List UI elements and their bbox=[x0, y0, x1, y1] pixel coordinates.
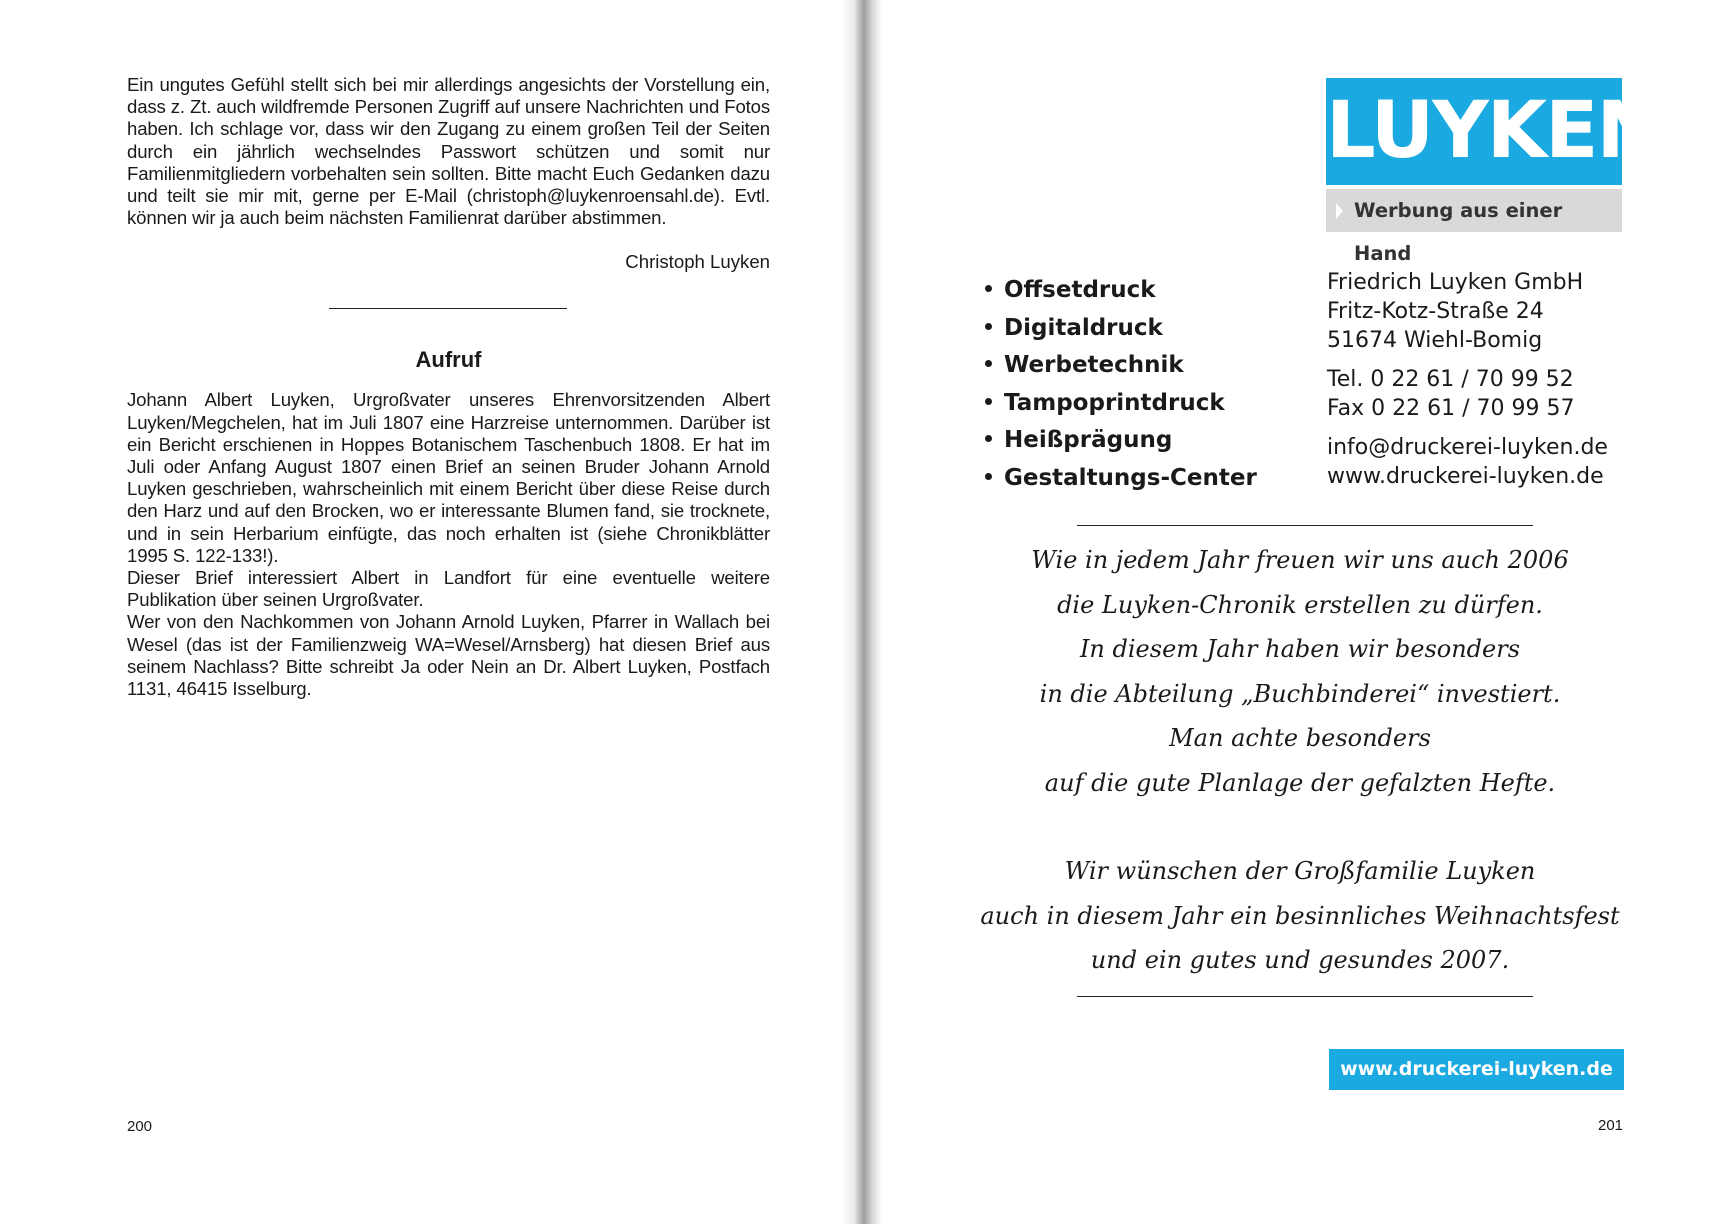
service-label: Werbetechnik bbox=[1004, 352, 1184, 379]
script-line: auf die gute Planlage der gefalzten Hefte. bbox=[1044, 768, 1556, 797]
triangle-arrow-icon bbox=[1336, 203, 1343, 219]
book-gutter bbox=[842, 0, 882, 1224]
service-label: Gestaltungs-Center bbox=[1004, 464, 1257, 491]
luyken-logo: LUYKEN bbox=[1326, 78, 1622, 185]
script-line: in die Abteilung „Buchbinderei“ investiert. bbox=[1039, 679, 1561, 708]
company-name: Friedrich Luyken GmbH bbox=[1327, 270, 1584, 295]
body-paragraph-1: Johann Albert Luyken, Urgroßvater unseres Ehrenvorsitzenden Albert Luyken/Megchelen, hat im Juli 1807 eine Harzreise unternommen. Darüber ist ein Bericht erschienen in Hoppes Botanischem Taschenbuch 1808. Er hat im Juli oder Anfang August 1807 einen Brief an seinen Bruder Johann Arnold Luyken geschrieben, wahrscheinlich mit einem Bericht über diese Reise durch den Harz und auf den Brocken, wo er interessante Blumen fand, sie trocknete, und in sein Herbarium einfügte, das noch erhalten ist (siehe Chronikblätter 1995 S. 122-133!). bbox=[127, 389, 770, 566]
divider-bottom bbox=[1077, 996, 1533, 997]
bullet-icon bbox=[985, 435, 992, 442]
script-line: auch in diesem Jahr ein besinnliches Weihnachtsfest bbox=[980, 901, 1620, 930]
service-label: Offsetdruck bbox=[1004, 277, 1156, 303]
bullet-icon bbox=[985, 285, 992, 292]
body-paragraph-2: Dieser Brief interessiert Albert in Landfort für eine eventuelle weitere Publikation über seinen Urgroßvater. bbox=[127, 567, 770, 611]
tagline-text: Werbung aus einer Hand bbox=[1354, 199, 1563, 265]
script-line: Wir wünschen der Großfamilie Luyken bbox=[1064, 857, 1536, 885]
section-divider bbox=[329, 308, 567, 309]
service-item bbox=[985, 422, 1257, 460]
email: info@druckerei-luyken.de bbox=[1327, 435, 1608, 460]
service-item bbox=[985, 385, 1257, 423]
script-message-1 bbox=[980, 538, 1620, 805]
service-label: Heißprägung bbox=[1004, 427, 1173, 454]
street: Fritz-Kotz-Straße 24 bbox=[1327, 299, 1544, 324]
service-item bbox=[985, 347, 1257, 385]
signature: Christoph Luyken bbox=[625, 251, 770, 273]
divider-top bbox=[1077, 525, 1533, 526]
bullet-icon bbox=[985, 398, 992, 405]
service-item bbox=[985, 460, 1257, 498]
page-number-left: 200 bbox=[127, 1118, 153, 1135]
left-page bbox=[127, 74, 770, 700]
bullet-icon bbox=[985, 323, 992, 330]
city: 51674 Wiehl-Bomig bbox=[1327, 328, 1543, 353]
service-label: Digitaldruck bbox=[1004, 314, 1163, 341]
service-label: Tampoprintdruck bbox=[1004, 389, 1225, 416]
website: www.druckerei-luyken.de bbox=[1327, 464, 1604, 489]
body-paragraph-3: Wer von den Nachkommen von Johann Arnold Luyken, Pfarrer in Wallach bei Wesel (das ist der Familienzweig WA=Wesel/Arnsberg) hat diesen Brief aus seinem Nachlass? Bitte schreibt Ja oder Nein an Dr. Albert Luyken, Postfach 1131, 46415 Isselburg. bbox=[127, 611, 770, 700]
website-banner: www.druckerei-luyken.de bbox=[1329, 1049, 1624, 1090]
service-item bbox=[985, 310, 1257, 348]
fax: Fax 0 22 61 / 70 99 57 bbox=[1327, 396, 1575, 421]
script-line: und ein gutes und gesundes 2007. bbox=[1090, 946, 1510, 974]
company-address bbox=[1327, 268, 1608, 491]
script-line: In diesem Jahr haben wir besonders bbox=[1079, 635, 1521, 663]
intro-paragraph: Ein ungutes Gefühl stellt sich bei mir allerdings angesichts der Vorstellung ein, dass z. Zt. auch wildfremde Personen Zugriff auf unsere Nachrichten und Fotos haben. Ich schlage vor, dass wir den Zugang zu einem großen Teil der Seiten durch ein jährlich wechselndes Passwort schützen und somit nur Familienmitgliedern vorbehalten sein sollten. Bitte macht Euch Gedanken dazu und teilt sie mir mit, gerne per E-Mail (christoph@luykenroensahl.de). Evtl. können wir ja auch beim nächsten Familienrat darüber abstimmen. bbox=[127, 74, 770, 229]
page-number-right: 201 bbox=[1598, 1117, 1624, 1134]
phone: Tel. 0 22 61 / 70 99 52 bbox=[1327, 367, 1574, 392]
bullet-icon bbox=[985, 473, 992, 480]
service-item bbox=[985, 272, 1257, 310]
script-line: die Luyken-Chronik erstellen zu dürfen. bbox=[1057, 590, 1543, 619]
bullet-icon bbox=[985, 360, 992, 367]
tagline-banner bbox=[1326, 189, 1622, 265]
script-message-2 bbox=[980, 849, 1620, 983]
services-list bbox=[985, 272, 1257, 498]
script-line: Man achte besonders bbox=[1169, 724, 1431, 752]
script-line: Wie in jedem Jahr freuen wir uns auch 2006 bbox=[1031, 546, 1569, 574]
section-heading: Aufruf bbox=[415, 347, 482, 373]
